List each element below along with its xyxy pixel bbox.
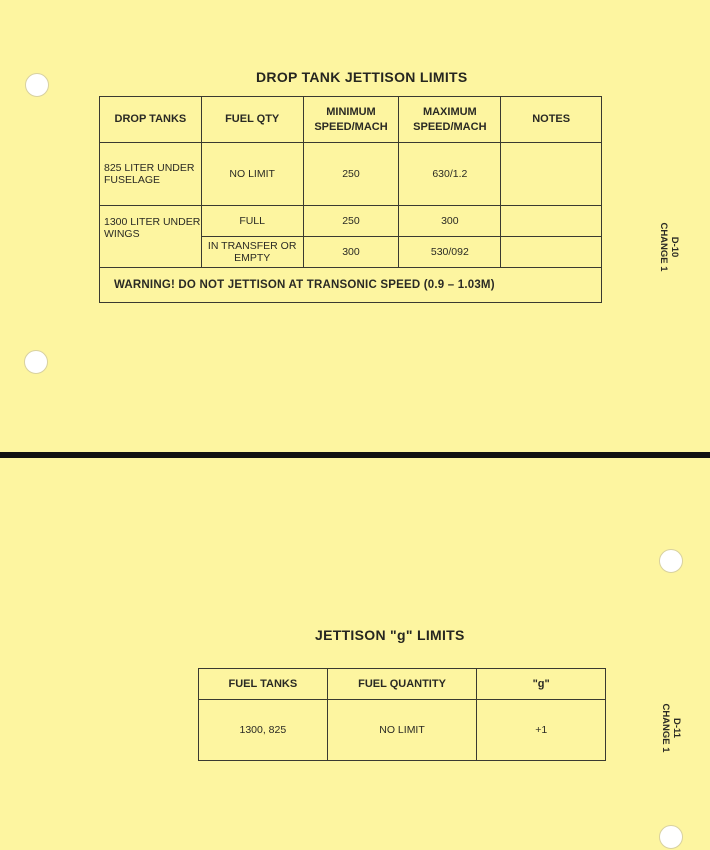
cell-min: 250	[303, 206, 399, 237]
page-label: D-11	[671, 717, 682, 739]
page-title: JETTISON "g" LIMITS	[315, 627, 465, 643]
cell-notes	[501, 143, 602, 206]
jettison-g-limits-table	[198, 668, 606, 761]
header-fuel-quantity: FUEL QUANTITY	[327, 669, 477, 700]
page-number	[660, 703, 682, 753]
cell-min: 250	[303, 143, 399, 206]
cell-max: 530/092	[399, 237, 501, 268]
change-label: CHANGE 1	[658, 222, 669, 272]
page-number	[658, 222, 680, 272]
page-title: DROP TANK JETTISON LIMITS	[256, 69, 468, 85]
cell-fuel: NO LIMIT	[201, 143, 303, 206]
binder-hole	[24, 350, 48, 374]
header-drop-tanks: DROP TANKS	[100, 97, 202, 143]
cell-min: 300	[303, 237, 399, 268]
binder-hole	[659, 549, 683, 573]
cell-notes	[501, 237, 602, 268]
header-min-speed: MINIMUM SPEED/MACH	[303, 97, 399, 143]
cell-g: +1	[477, 700, 606, 761]
cell-fuel: IN TRANSFER OR EMPTY	[201, 237, 303, 268]
cell-tank: 825 LITER UNDER FUSELAGE	[100, 143, 202, 206]
cell-fuel: FULL	[201, 206, 303, 237]
header-max-speed: MAXIMUM SPEED/MACH	[399, 97, 501, 143]
header-g: "g"	[477, 669, 606, 700]
header-notes: NOTES	[501, 97, 602, 143]
binder-hole	[659, 825, 683, 849]
drop-tank-limits-table	[99, 96, 602, 303]
warning-text: WARNING! DO NOT JETTISON AT TRANSONIC SPEED (0.9 – 1.03M)	[100, 268, 602, 303]
cell-tank: 1300 LITER UNDER WINGS	[100, 206, 202, 268]
cell-tanks: 1300, 825	[199, 700, 328, 761]
change-label: CHANGE 1	[660, 703, 671, 753]
cell-notes	[501, 206, 602, 237]
cell-quantity: NO LIMIT	[327, 700, 477, 761]
header-fuel-tanks: FUEL TANKS	[199, 669, 328, 700]
binder-hole	[25, 73, 49, 97]
page-d11	[0, 458, 710, 850]
cell-max: 630/1.2	[399, 143, 501, 206]
page-label: D-10	[669, 236, 680, 258]
cell-max: 300	[399, 206, 501, 237]
header-fuel-qty: FUEL QTY	[201, 97, 303, 143]
